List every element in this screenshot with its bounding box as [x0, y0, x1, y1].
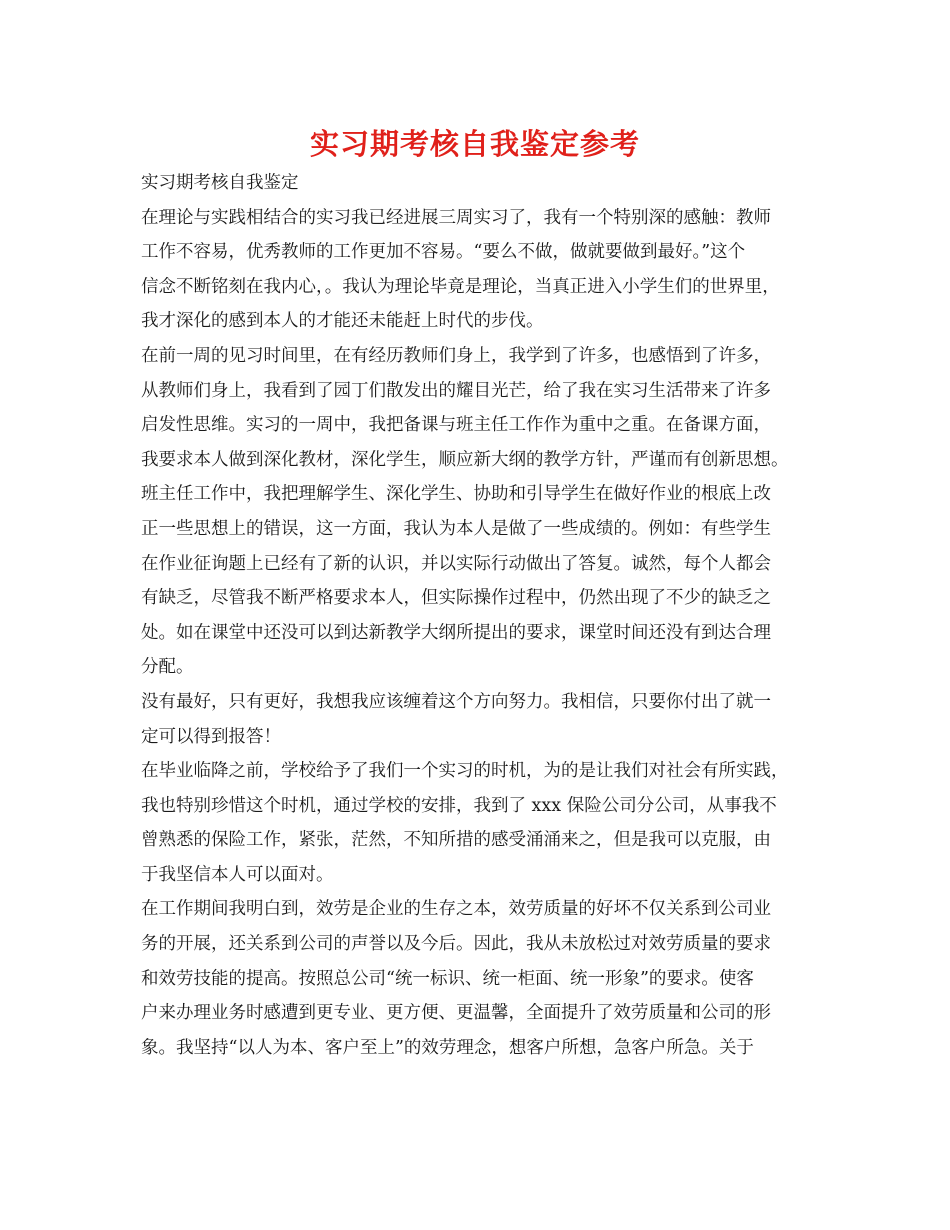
body-text-line: 启发性思维。实习的一周中，我把备课与班主任工作作为重中之重。在备课方面， — [141, 415, 771, 436]
body-text-line: 班主任工作中，我把理解学生、深化学生、协助和引导学生在做好作业的根底上改 — [141, 484, 771, 505]
body-text-line: 没有最好，只有更好，我想我应该缠着这个方向努力。我相信，只要你付出了就一 — [141, 691, 771, 712]
body-text-line: 定可以得到报答！ — [141, 726, 281, 747]
body-text-line: 从教师们身上，我看到了园丁们散发出的耀目光芒，给了我在实习生活带来了许多 — [141, 380, 771, 401]
body-text-line: 象。我坚持“以人为本、客户至上”的效劳理念，想客户所想，急客户所急。关于 — [141, 1037, 754, 1058]
body-text-line: 分配。 — [141, 657, 194, 678]
body-text-line: 我才深化的感到本人的才能还未能赶上时代的步伐。 — [141, 311, 544, 332]
body-text-line: 在作业征询题上已经有了新的认识，并以实际行动做出了答复。诚然，每个人都会 — [141, 553, 771, 574]
body-text-line: 正一些思想上的错误，这一方面，我认为本人是做了一些成绩的。例如：有些学生 — [141, 518, 771, 539]
body-text-line: 曾熟悉的保险工作，紧张，茫然，不知所措的感受涌涌来之，但是我可以克服，由 — [141, 830, 771, 851]
body-text-line: 在前一周的见习时间里，在有经历教师们身上，我学到了许多，也感悟到了许多， — [141, 345, 771, 366]
body-text-line: 于我坚信本人可以面对。 — [141, 864, 334, 885]
body-text-line: 务的开展，还关系到公司的声誉以及今后。因此，我从未放松过对效劳质量的要求 — [141, 934, 771, 955]
body-text-line: 信念不断铭刻在我内心，。我认为理论毕竟是理论，当真正进入小学生们的世界里， — [141, 276, 780, 297]
body-text-line: 处。如在课堂中还没可以到达新教学大纲所提出的要求，课堂时间还没有到达合理 — [141, 622, 771, 643]
body-text-line: 我也特别珍惜这个时机，通过学校的安排，我到了 xxx 保险公司分公司，从事我不 — [141, 795, 777, 816]
body-text-line: 在工作期间我明白到，效劳是企业的生存之本，效劳质量的好坏不仅关系到公司业 — [141, 899, 771, 920]
body-text-line: 我要求本人做到深化教材，深化学生，顺应新大纲的教学方针，严谨而有创新思想。 — [141, 449, 789, 470]
body-text-line: 工作不容易，优秀教师的工作更加不容易。“要么不做，做就要做到最好。”这个 — [141, 242, 746, 263]
body-text-line: 在理论与实践相结合的实习我已经进展三周实习了，我有一个特别深的感触：教师 — [141, 207, 771, 228]
body-text-line: 户来办理业务时感遭到更专业、更方便、更温馨，全面提升了效劳质量和公司的形 — [141, 1003, 771, 1024]
body-text-line: 和效劳技能的提高。按照总公司“统一标识、统一柜面、统一形象”的要求。使客 — [141, 968, 754, 989]
document-subtitle: 实习期考核自我鉴定 — [141, 173, 299, 193]
document-title: 实习期考核自我鉴定参考 — [309, 127, 640, 161]
document-body — [141, 166, 821, 1065]
body-text-line: 在毕业临降之前，学校给予了我们一个实习的时机，为的是让我们对社会有所实践， — [141, 761, 789, 782]
body-text-line: 有缺乏，尽管我不断严格要求本人，但实际操作过程中，仍然出现了不少的缺乏之 — [141, 588, 771, 609]
